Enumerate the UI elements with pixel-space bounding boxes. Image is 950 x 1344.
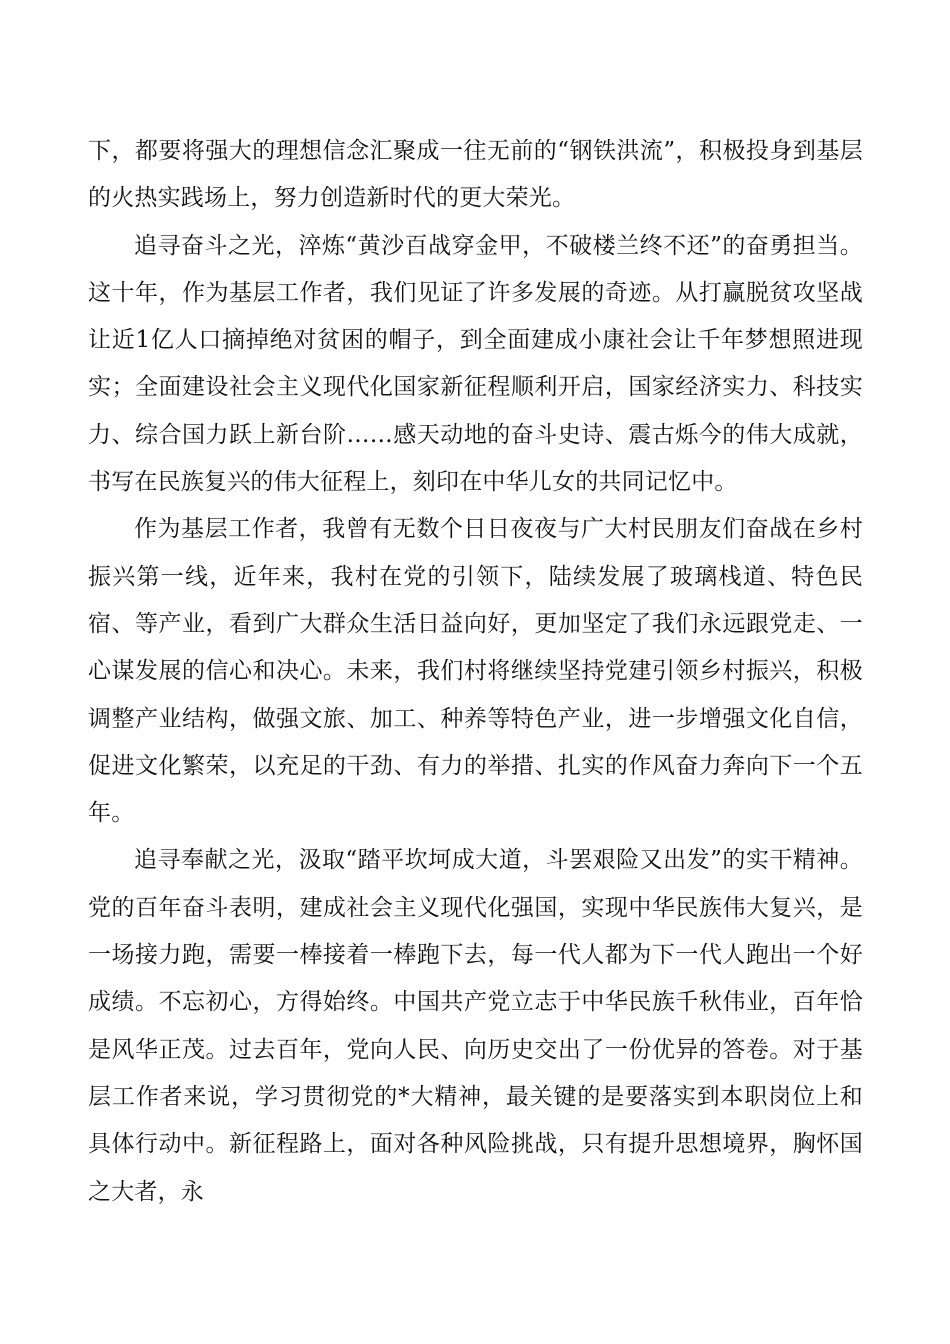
paragraph-dedication: 追寻奉献之光，汲取“踏平坎坷成大道，斗罢艰险又出发”的实干精神。党的百年奋斗表明，建成社会主义现代化强国，实现中华民族伟大复兴，是一场接力跑，需要一棒接着一棒跑下去，每一代人都为下一代人跑出一个好成绩。不忘初心，方得始终。中国共产党立志于中华民族千秋伟业，百年恰是风华正茂。过去百年，党向人民、向历史交出了一份优异的答卷。对于基层工作者来说，学习贯彻党的*大精神，最关键的是要落实到本职岗位上和具体行动中。新征程路上，面对各种风险挑战，只有提升思想境界，胸怀国之大者，永 <box>88 847 863 1205</box>
paragraph-struggle: 追寻奋斗之光，淬炼“黄沙百战穿金甲，不破楼兰终不还”的奋勇担当。这十年，作为基层工作者，我们见证了许多发展的奇迹。从打赢脱贫攻坚战让近1亿人口摘掉绝对贫困的帽子，到全面建成小康社会让千年梦想照进现实；全面建设社会主义现代化国家新征程顺利开启，国家经济实力、科技实力、综合国力跃上新台阶……感天动地的奋斗史诗、震古烁今的伟大成就，书写在民族复兴的伟大征程上，刻印在中华儿女的共同记忆中。 <box>88 232 863 496</box>
paragraph-continuation: 下，都要将强大的理想信念汇聚成一往无前的“钢铁洪流”，积极投身到基层的火热实践场上，努力创造新时代的更大荣光。 <box>88 138 863 212</box>
document-body <box>88 128 863 1216</box>
paragraph-rural-revitalization: 作为基层工作者，我曾有无数个日日夜夜与广大村民朋友们奋战在乡村振兴第一线，近年来，我村在党的引领下，陆续发展了玻璃栈道、特色民宿、等产业，看到广大群众生活日益向好，更加坚定了我们永远跟党走、一心谋发展的信心和决心。未来，我们村将继续坚持党建引领乡村振兴，积极调整产业结构，做强文旅、加工、种养等特色产业，进一步增强文化自信，促进文化繁荣，以充足的干劲、有力的举措、扎实的作风奋力奔向下一个五年。 <box>88 516 863 827</box>
